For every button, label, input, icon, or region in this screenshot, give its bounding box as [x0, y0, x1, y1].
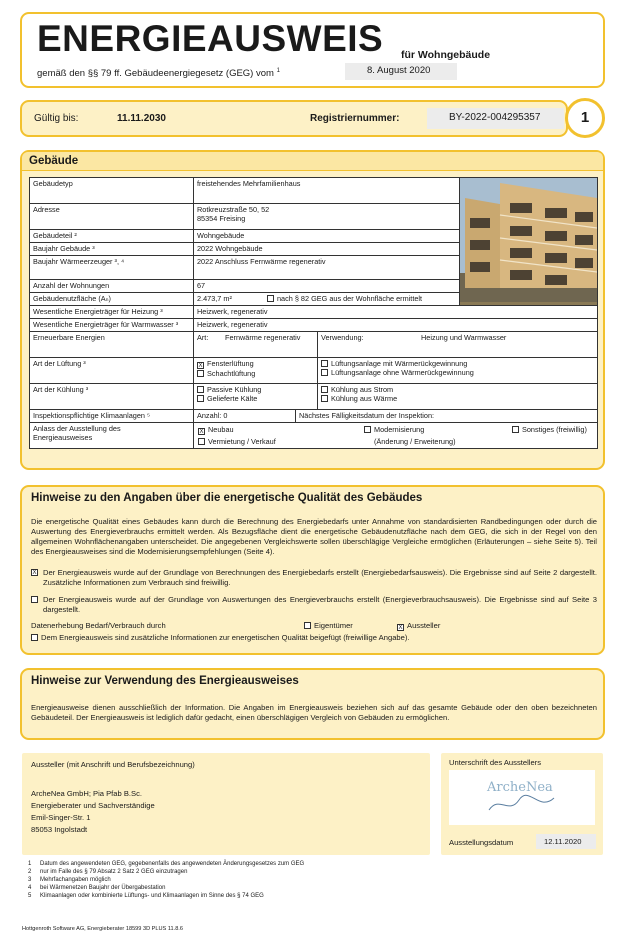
building-image — [460, 178, 597, 302]
cell-value — [318, 384, 598, 410]
building-heading: Gebäude — [22, 152, 603, 171]
area-value: 2.473,7 m² — [197, 294, 232, 303]
cool-option: Kühlung aus Wärme — [331, 394, 398, 403]
reason-option: Neubau — [208, 425, 234, 434]
renew-art-label: Art: — [197, 333, 209, 342]
document-subtitle: für Wohngebäude — [401, 49, 491, 61]
checkbox-new-build[interactable]: X — [199, 429, 204, 435]
checkbox-other[interactable] — [512, 426, 519, 433]
data-collection-label: Datenerhebung Bedarf/Verbrauch durch — [31, 621, 166, 630]
valid-until-label: Gültig bis: — [34, 113, 79, 124]
cell-value — [194, 293, 460, 306]
reason-label-line: Anlass der Ausstellung des — [33, 424, 121, 433]
footnote: 4 bei Wärmenetzen Baujahr der Übergabestation — [28, 885, 166, 891]
footnote: 5 Klimaanlagen oder kombinierte Lüftungs- und Klimaanlagen im Sinne des § 74 GEG — [28, 893, 264, 899]
legal-text: gemäß den §§ 79 ff. Gebäudeenergiegesetz (GEG) vom — [37, 68, 274, 80]
cell-value — [194, 384, 318, 410]
attached-info-row — [31, 633, 597, 643]
owner-label: Eigentümer — [314, 621, 353, 630]
table-row — [30, 423, 598, 449]
usage-hints-text: Energieausweise dienen ausschließlich der Information. Die Angaben im Energieausweis beziehen sich auf das gesamte Gebäude oder den oben bezeichneten Gebäudeteil. Der Energieausweis ist lediglich dafür gedacht, einen überschlägigen Vergleich von Gebäuden zu ermöglichen. — [31, 703, 597, 722]
registration-number: BY-2022-004295357 — [427, 108, 564, 129]
checkbox-window-ventilation[interactable]: X — [198, 363, 203, 369]
quality-hints-heading: Hinweise zu den Angaben über die energetische Qualität des Gebäudes — [31, 492, 423, 504]
cell-label: Gebäudetyp — [30, 178, 194, 204]
vent-option: Lüftungsanlage ohne Wärmerückgewinnung — [331, 368, 474, 377]
checkbox-vent-with-recovery[interactable] — [321, 360, 328, 367]
header-box — [20, 12, 605, 88]
footnotes — [28, 860, 588, 900]
checkbox-cooling-heat[interactable] — [321, 395, 328, 402]
registration-label: Registriernummer: — [310, 113, 400, 124]
cell-label: Inspektionspflichtige Klimaanlagen ⁵ — [30, 410, 194, 423]
signature-area — [449, 770, 595, 825]
signature-box — [441, 753, 603, 855]
building-photo — [460, 178, 598, 306]
cell-label: Erneuerbare Energien — [30, 332, 194, 358]
table-row — [30, 332, 598, 358]
law-date-field: 8. August 2020 — [345, 63, 457, 80]
stamp-logo: ArcheNea — [487, 780, 553, 795]
cell-label: Wesentliche Energieträger für Heizung ³ — [30, 306, 194, 319]
cell-label: Baujahr Gebäude ³ — [30, 243, 194, 256]
checkbox-demand-certificate[interactable]: X — [32, 570, 37, 576]
cell-value — [194, 204, 460, 230]
footnote: 1 Datum des angewendeten GEG, gegebenenfalls des angewendeten Änderungsgesetzes zum GEG — [28, 861, 305, 867]
usage-hints-heading: Hinweise zur Verwendung des Energieausweises — [31, 675, 299, 687]
checkbox-consumption-certificate[interactable] — [31, 596, 38, 603]
cell-value — [194, 358, 318, 384]
checkbox-owner[interactable] — [304, 622, 311, 629]
issuer-line: Emil-Singer-Str. 1 — [31, 813, 91, 822]
table-row — [30, 306, 598, 319]
checkbox-issuer[interactable]: X — [398, 625, 403, 631]
attached-info-text: Dem Energieausweis sind zusätzliche Informationen zur energetischen Qualität beigefügt (freiwillige Angabe). — [41, 633, 410, 642]
cell-value — [194, 423, 598, 449]
cell-value — [318, 332, 598, 358]
checkbox-shaft-ventilation[interactable] — [197, 370, 204, 377]
reason-option-sub: (Änderung / Erweiterung) — [374, 437, 456, 446]
vent-option: Schachtlüftung — [207, 369, 256, 378]
page-number-badge: 1 — [565, 98, 605, 138]
option-consumption-row — [31, 595, 597, 615]
quality-hints-section — [20, 485, 605, 655]
cell-label: Gebäudeteil ² — [30, 230, 194, 243]
reason-label-line: Energieausweises — [33, 433, 93, 442]
table-row — [30, 358, 598, 384]
table-row — [30, 384, 598, 410]
cell-value: 2022 Anschluss Fernwärme regenerativ — [194, 256, 460, 280]
checkbox-modernisation[interactable] — [364, 426, 371, 433]
cool-option: Gelieferte Kälte — [207, 394, 258, 403]
document-title: ENERGIEAUSWEIS — [37, 18, 384, 59]
cell-value: 2022 Wohngebäude — [194, 243, 460, 256]
cell-label: Wesentliche Energieträger für Warmwasser ³ — [30, 319, 194, 332]
signature-label: Unterschrift des Ausstellers — [449, 758, 542, 767]
cool-option: Kühlung aus Strom — [331, 385, 394, 394]
cell-value: Heizwerk, regenerativ — [194, 319, 598, 332]
option-demand-row — [31, 568, 597, 588]
validity-box — [20, 100, 568, 137]
software-vendor-note: Hottgenroth Software AG, Energieberater 18599 3D PLUS 11.8.6 — [22, 926, 183, 932]
building-section — [20, 150, 605, 470]
reason-option: Vermietung / Verkauf — [208, 437, 276, 446]
renew-use-value: Heizung und Warmwasser — [421, 333, 507, 342]
legal-footnote-ref: 1 — [276, 68, 280, 74]
option-demand-text: Der Energieausweis wurde auf der Grundlage von Berechnungen des Energiebedarfs erstellt (Energiebedarfsausweis). Die Ergebnisse sind auf Seite 2 dargestellt. Zusätzliche Informationen zum Verbrauch sind freiwillig. — [43, 568, 597, 587]
cell-value: Wohngebäude — [194, 230, 460, 243]
issuer-line: ArcheNea GmbH; Pia Pfab B.Sc. — [31, 789, 142, 798]
legal-basis — [37, 68, 280, 79]
checkbox-cooling-electric[interactable] — [321, 386, 328, 393]
issuer-label: Aussteller — [407, 621, 441, 630]
cell-value: freistehendes Mehrfamilienhaus — [194, 178, 460, 204]
issue-date-value: 12.11.2020 — [536, 834, 596, 849]
checkbox-area-note[interactable] — [267, 295, 274, 302]
cell-label: Art der Lüftung ³ — [30, 358, 194, 384]
cell-label: Art der Kühlung ³ — [30, 384, 194, 410]
table-row — [30, 178, 598, 204]
cell-label — [30, 423, 194, 449]
checkbox-delivered-cold[interactable] — [197, 395, 204, 402]
checkbox-vent-without-recovery[interactable] — [321, 369, 328, 376]
issuer-line: Energieberater und Sachverständige — [31, 801, 155, 810]
issuer-box — [22, 753, 430, 855]
renew-use-label: Verwendung: — [321, 333, 364, 342]
cell-value: Anzahl: 0 — [194, 410, 296, 423]
handwritten-signature-icon — [449, 770, 595, 825]
checkbox-attached-info[interactable] — [31, 634, 38, 641]
footnote: 2 nur im Falle des § 79 Absatz 2 Satz 2 GEG einzutragen — [28, 869, 188, 875]
issuer-line: 85053 Ingolstadt — [31, 825, 88, 834]
checkbox-rent-sale[interactable] — [198, 438, 205, 445]
cell-value: Heizwerk, regenerativ — [194, 306, 598, 319]
table-row — [30, 319, 598, 332]
cell-label: Gebäudenutzfläche (Aₙ) — [30, 293, 194, 306]
address-line-2: 85354 Freising — [197, 214, 246, 223]
cell-value — [318, 358, 598, 384]
reason-option: Sonstiges (freiwillig) — [522, 425, 587, 434]
quality-hints-intro: Die energetische Qualität eines Gebäudes kann durch die Berechnung des Energiebedarfs unter Annahme von standardisierten Randbedingungen oder durch die Auswertung des Energieverbrauchs ermittelt werden. Als Bezugsfläche dient die energetische Gebäudenutzfläche nach dem GEG, die sich in der Regel von den allgemeinen Wohnflächenangaben unterscheidet. Die angegebenen Vergleichswerte sollen überschlägige Vergleiche ermöglichen (Erläuterungen – siehe Seite 5). Teil des Energieausweises sind die Modernisierungsempfehlungen (Seite 4). — [31, 517, 597, 556]
cell-value: Nächstes Fälligkeitsdatum der Inspektion: — [296, 410, 598, 423]
option-consumption-text: Der Energieausweis wurde auf der Grundlage von Auswertungen des Energieverbrauchs erstellt (Energieverbrauchsausweis). Die Ergebnisse sind auf Seite 3 dargestellt. — [43, 595, 597, 614]
cool-option: Passive Kühlung — [207, 385, 262, 394]
area-note: nach § 82 GEG aus der Wohnfläche ermittelt — [277, 294, 423, 303]
renew-art-value: Fernwärme regenerativ — [225, 333, 301, 342]
cell-value — [194, 332, 318, 358]
valid-until-value: 11.11.2030 — [117, 113, 166, 124]
vent-option: Fensterlüftung — [207, 359, 254, 368]
cell-label: Adresse — [30, 204, 194, 230]
table-row — [30, 410, 598, 423]
cell-value: 67 — [194, 280, 460, 293]
vent-option: Lüftungsanlage mit Wärmerückgewinnung — [331, 359, 468, 368]
data-collection-row — [31, 621, 597, 631]
footnote: 3 Mehrfachangaben möglich — [28, 877, 111, 883]
usage-hints-section — [20, 668, 605, 740]
address-line-1: Rotkreuzstraße 50, 52 — [197, 205, 270, 214]
building-table — [29, 177, 598, 449]
issuer-label: Aussteller (mit Anschrift und Berufsbezeichnung) — [31, 760, 195, 769]
checkbox-passive-cooling[interactable] — [197, 386, 204, 393]
reason-option: Modernisierung — [374, 425, 425, 434]
cell-label: Baujahr Wärmeerzeuger ³, ⁴ — [30, 256, 194, 280]
issue-date-label: Ausstellungsdatum — [449, 838, 514, 847]
cell-label: Anzahl der Wohnungen — [30, 280, 194, 293]
